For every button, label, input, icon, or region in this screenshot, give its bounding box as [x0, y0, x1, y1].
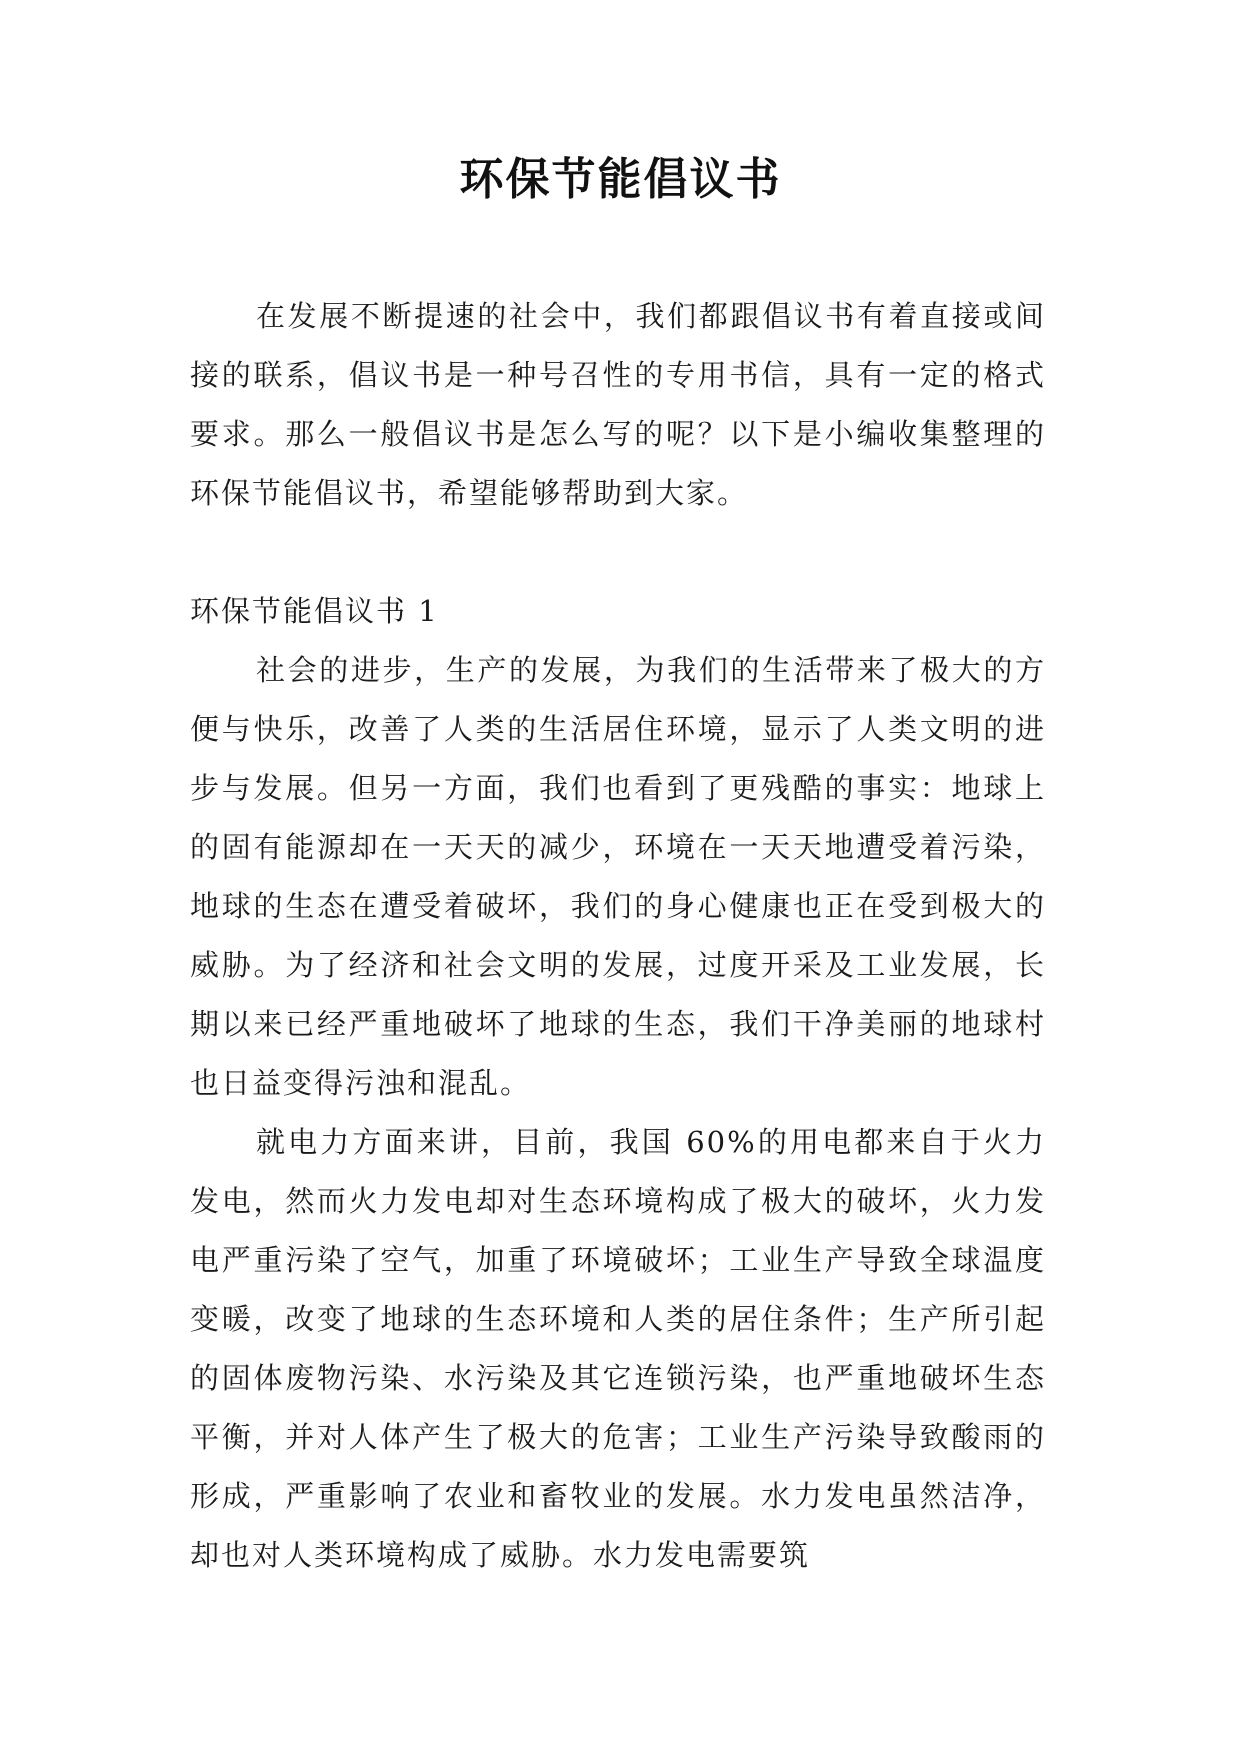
document-title: 环保节能倡议书: [459, 154, 782, 205]
intro-paragraph: 在发展不断提速的社会中，我们都跟倡议书有着直接或间接的联系，倡议书是一种号召性的专用书信，具有一定的格式要求。那么一般倡议书是怎么写的呢？以下是小编收集整理的环保节能倡议书，希望能够帮助到大家。: [190, 299, 1046, 510]
section-heading: 环保节能倡议书 1: [190, 594, 439, 628]
body-paragraph-1: 社会的进步，生产的发展，为我们的生活带来了极大的方便与快乐，改善了人类的生活居住环境，显示了人类文明的进步与发展。但另一方面，我们也看到了更残酷的事实：地球上的固有能源却在一天天的减少，环境在一天天地遭受着污染，地球的生态在遭受着破坏，我们的身心健康也正在受到极大的威胁。为了经济和社会文明的发展，过度开采及工业发展，长期以来已经严重地破坏了地球的生态，我们干净美丽的地球村也日益变得污浊和混乱。: [190, 653, 1046, 1100]
body-paragraph-2: 就电力方面来讲，目前，我国 60%的用电都来自于火力发电，然而火力发电却对生态环境构成了极大的破坏，火力发电严重污染了空气，加重了环境破坏；工业生产导致全球温度变暖，改变了地球的生态环境和人类的居住条件；生产所引起的固体废物污染、水污染及其它连锁污染，也严重地破坏生态平衡，并对人体产生了极大的危害；工业生产污染导致酸雨的形成，严重影响了农业和畜牧业的发展。水力发电虽然洁净，却也对人类环境构成了威胁。水力发电需要筑: [190, 1125, 1046, 1572]
